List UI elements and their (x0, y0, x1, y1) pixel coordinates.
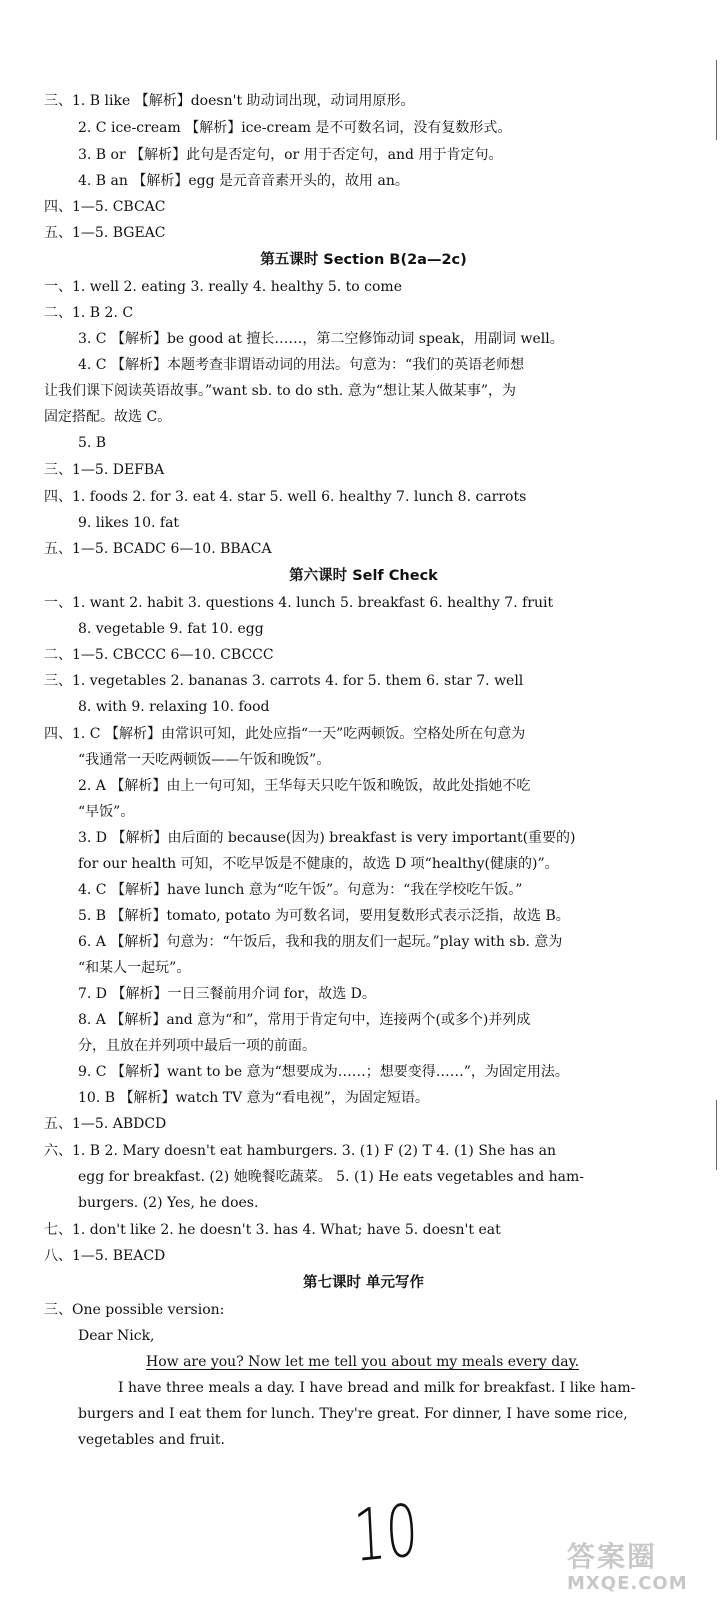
section-heading: 第五课时 Section B(2a—2c) (260, 252, 467, 268)
answer-line: 4. B an 【解析】egg 是元音音素开头的，故用 an。 (78, 173, 409, 189)
letter-underlined-sentence: How are you? Now let me tell you about my meals every day. (146, 1354, 580, 1370)
answer-line: 一、1. well 2. eating 3. really 4. healthy 5. to come (44, 279, 402, 295)
answer-line: 4. C 【解析】have lunch 意为“吃午饭”。句意为：“我在学校吃午饭。” (78, 882, 523, 898)
answer-line: “早饭”。 (78, 804, 135, 820)
answer-line: 5. B 【解析】tomato, potato 为可数名词，要用复数形式表示泛指，故选 B。 (78, 908, 570, 924)
answer-line: 5. B (78, 435, 107, 451)
answer-line: 8. vegetable 9. fat 10. egg (78, 621, 264, 637)
answer-line: “和某人一起玩”。 (78, 960, 191, 976)
watermark-en: MXQE.COM (567, 1573, 688, 1594)
answer-line: 四、1—5. CBCAC (44, 199, 166, 215)
letter-line: I have three meals a day. I have bread and milk for breakfast. I like ham- (118, 1380, 636, 1396)
answer-line: 3. C 【解析】be good at 擅长……，第二空修饰动词 speak，用副词 well。 (78, 331, 564, 347)
answer-line: 10. B 【解析】watch TV 意为“看电视”，为固定短语。 (78, 1090, 429, 1106)
answer-line: for our health 可知，不吃早饭是不健康的，故选 D 项“healthy(健康的)”。 (78, 856, 559, 872)
letter-line (146, 1353, 579, 1371)
answer-line: 二、1—5. CBCCC 6—10. CBCCC (44, 647, 274, 663)
section-heading: 第七课时 单元写作 (302, 1275, 425, 1291)
answer-line: 五、1—5. BGEAC (44, 225, 166, 241)
answer-line: 七、1. don't like 2. he doesn't 3. has 4. What; have 5. doesn't eat (44, 1222, 501, 1238)
answer-line: 四、1. C 【解析】由常识可知，此处应指“一天”吃两顿饭。空格处所在句意为 (44, 726, 526, 742)
answer-line: 六、1. B 2. Mary doesn't eat hamburgers. 3. (1) F (2) T 4. (1) She has an (44, 1143, 557, 1159)
answer-line: 8. with 9. relaxing 10. food (78, 699, 270, 715)
answer-line: 2. A 【解析】由上一句可知，王华每天只吃午饭和晚饭，故此处指她不吃 (78, 778, 531, 794)
answer-line: 4. C 【解析】本题考查非谓语动词的用法。句意为：“我们的英语老师想 (78, 357, 525, 373)
page-number: 10 (351, 1487, 420, 1579)
answer-line: 三、One possible version: (44, 1302, 225, 1318)
answer-line: 三、1—5. DEFBA (44, 462, 165, 478)
answer-line: 9. C 【解析】want to be 意为“想要成为……；想要变得……”，为固定用法。 (78, 1064, 569, 1080)
answer-line: 3. D 【解析】由后面的 because(因为) breakfast is very important(重要的) (78, 830, 576, 846)
answer-line: 9. likes 10. fat (78, 515, 180, 531)
answer-line: 四、1. foods 2. for 3. eat 4. star 5. well 6. healthy 7. lunch 8. carrots (44, 489, 527, 505)
answer-line: 让我们课下阅读英语故事。”want sb. to do sth. 意为“想让某人做某事”，为 (44, 383, 517, 399)
answer-line: 三、1. B like 【解析】doesn't 助动词出现，动词用原形。 (44, 93, 415, 109)
answer-line: 五、1—5. BCADC 6—10. BBACA (44, 541, 272, 557)
answer-line: 7. D 【解析】一日三餐前用介词 for，故选 D。 (78, 986, 376, 1002)
answer-line: 一、1. want 2. habit 3. questions 4. lunch 5. breakfast 6. healthy 7. fruit (44, 595, 554, 611)
margin-rule (716, 60, 717, 140)
margin-rule (716, 1100, 717, 1170)
answer-line: 3. B or 【解析】此句是否定句，or 用于否定句，and 用于肯定句。 (78, 147, 503, 163)
answer-line: 八、1—5. BEACD (44, 1248, 166, 1264)
letter-line: vegetables and fruit. (78, 1432, 225, 1448)
answer-line: 三、1. vegetables 2. bananas 3. carrots 4. for 5. them 6. star 7. well (44, 673, 524, 689)
answer-line: 8. A 【解析】and 意为“和”，常用于肯定句中，连接两个(或多个)并列成 (78, 1012, 531, 1028)
watermark-cn: 答案圈 (567, 1540, 658, 1573)
answer-line: 五、1—5. ABDCD (44, 1116, 167, 1132)
answer-line: egg for breakfast. (2) 她晚餐吃蔬菜。 5. (1) He eats vegetables and ham- (78, 1169, 584, 1185)
section-heading: 第六课时 Self Check (289, 568, 438, 584)
answer-line: 2. C ice-cream 【解析】ice-cream 是不可数名词，没有复数形式。 (78, 120, 512, 136)
answer-line: 二、1. B 2. C (44, 305, 134, 321)
answer-line: 固定搭配。故选 C。 (44, 409, 172, 425)
letter-greeting: Dear Nick, (78, 1328, 155, 1344)
answer-line: burgers. (2) Yes, he does. (78, 1195, 259, 1211)
answer-line: 6. A 【解析】句意为：“午饭后，我和我的朋友们一起玩。”play with sb. 意为 (78, 934, 563, 950)
answer-line: 分，且放在并列项中最后一项的前面。 (78, 1038, 316, 1054)
answer-line: “我通常一天吃两顿饭——午饭和晚饭”。 (78, 752, 331, 768)
watermark-logo (567, 1535, 717, 1595)
letter-line: burgers and I eat them for lunch. They're great. For dinner, I have some rice, (78, 1406, 628, 1422)
